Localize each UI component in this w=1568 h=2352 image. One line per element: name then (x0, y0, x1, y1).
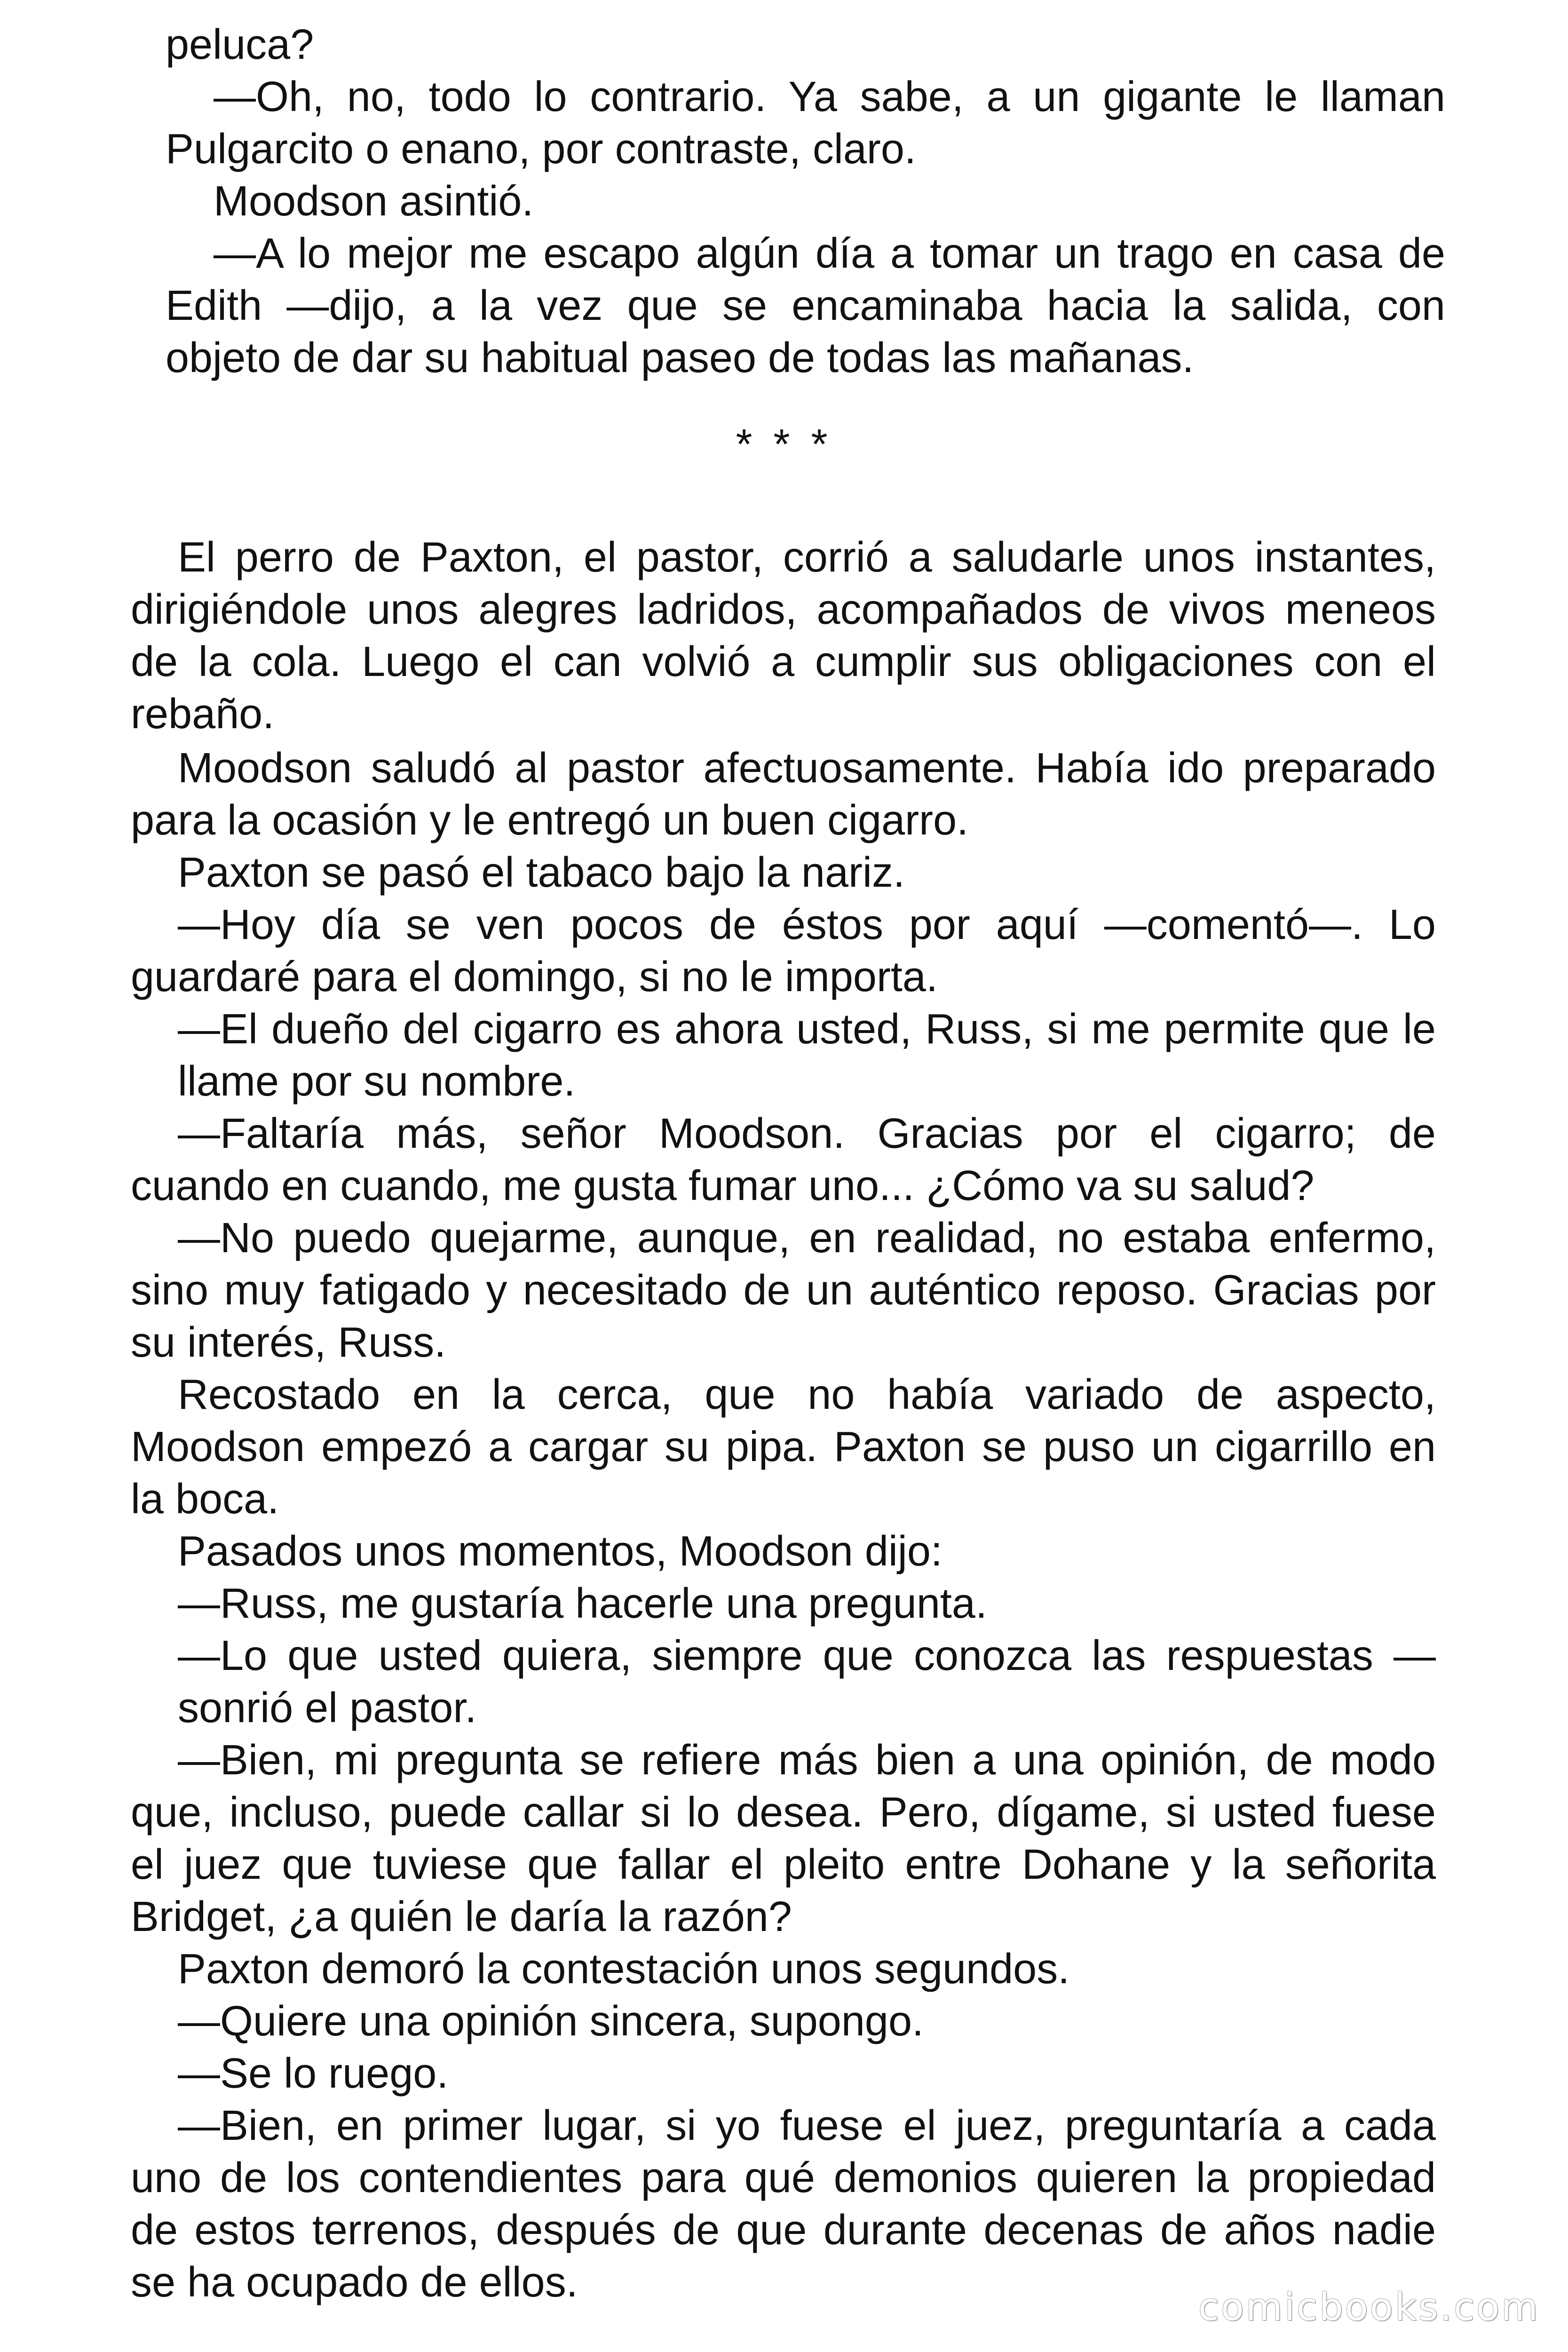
text-line: de estos terrenos, después de que durante decenas de años nadie (131, 2207, 1436, 2254)
text-line: rebaño. (131, 691, 275, 738)
paragraph (131, 742, 1436, 847)
text-line: se ha ocupado de ellos. (131, 2259, 578, 2306)
text-line: la boca. (131, 1476, 279, 1523)
paragraph (131, 1108, 1436, 1212)
text-line: —Lo que usted quiera, siempre que conozca las respuestas — (178, 1632, 1436, 1679)
text-line: sonrió el pastor. (178, 1685, 477, 1732)
text-line: uno de los contendientes para qué demonios quieren la propiedad (131, 2154, 1436, 2201)
text-line: llame por su nombre. (178, 1058, 576, 1105)
text-line: —Russ, me gustaría hacerle una pregunta. (178, 1580, 987, 1627)
text-line: cuando en cuando, me gusta fumar uno... ¿Cómo va su salud? (131, 1162, 1315, 1209)
paragraph (131, 1995, 1436, 2048)
text-line: El perro de Paxton, el pastor, corrió a saludarle unos instantes, (178, 534, 1436, 581)
paragraph (131, 1212, 1436, 1369)
paragraph (131, 1526, 1436, 1578)
paragraph (131, 532, 1436, 740)
text-line: su interés, Russ. (131, 1319, 446, 1366)
paragraph (131, 2048, 1436, 2100)
text-line: Pulgarcito o enano, por contraste, claro. (166, 126, 916, 173)
text-line: Paxton se pasó el tabaco bajo la nariz. (178, 849, 905, 896)
paragraph (131, 899, 1436, 1003)
text-line: Recostado en la cerca, que no había variado de aspecto, (178, 1371, 1436, 1418)
text-line: —Faltaría más, señor Moodson. Gracias por el cigarro; de (178, 1110, 1436, 1157)
paragraph (166, 71, 1445, 175)
text-line: —Hoy día se ven pocos de éstos por aquí —comentó—. Lo (178, 901, 1436, 948)
paragraph (131, 1003, 1436, 1108)
paragraph (166, 175, 1445, 228)
text-line: Moodson empezó a cargar su pipa. Paxton se puso un cigarrillo en (131, 1423, 1436, 1470)
text-line: sino muy fatigado y necesitado de un auténtico reposo. Gracias por (131, 1267, 1436, 1314)
text-line: dirigiéndole unos alegres ladridos, acompañados de vivos meneos (131, 586, 1436, 633)
text-line: el juez que tuviese que fallar el pleito entre Dohane y la señorita (131, 1841, 1436, 1888)
text-line: de la cola. Luego el can volvió a cumplir sus obligaciones con el (131, 638, 1436, 685)
watermark: comicbooks.com (1198, 2285, 1540, 2329)
paragraph (166, 228, 1445, 384)
text-line: objeto de dar su habitual paseo de todas las mañanas. (166, 334, 1194, 381)
paragraph (131, 2100, 1436, 2309)
text-line: —A lo mejor me escapo algún día a tomar un trago en casa de (214, 230, 1445, 277)
text-line: Bridget, ¿a quién le daría la razón? (131, 1893, 792, 1940)
paragraph (131, 1369, 1436, 1526)
text-line: Pasados unos momentos, Moodson dijo: (178, 1528, 942, 1575)
paragraph (131, 1630, 1436, 1734)
scene-separator: * * * (736, 421, 832, 468)
paragraph (131, 1943, 1436, 1995)
paragraph (131, 1578, 1436, 1630)
text-line: guardaré para el domingo, si no le importa. (131, 954, 938, 1001)
text-line: —Se lo ruego. (178, 2050, 449, 2097)
paragraph (131, 1734, 1436, 1943)
text-line: Paxton demoró la contestación unos segundos. (178, 1946, 1070, 1993)
text-line: peluca? (166, 21, 314, 68)
text-line: Moodson asintió. (214, 178, 534, 225)
text-line: —Quiere una opinión sincera, supongo. (178, 1998, 924, 2045)
text-line: —No puedo quejarme, aunque, en realidad, no estaba enfermo, (178, 1215, 1436, 1262)
text-line: Moodson saludó al pastor afectuosamente. Había ido preparado (178, 745, 1436, 792)
text-line: —Oh, no, todo lo contrario. Ya sabe, a un gigante le llaman (214, 73, 1445, 120)
text-line: para la ocasión y le entregó un buen cigarro. (131, 797, 969, 844)
text-line: que, incluso, puede callar si lo desea. Pero, dígame, si usted fuese (131, 1789, 1436, 1836)
text-line: —Bien, en primer lugar, si yo fuese el juez, preguntaría a cada (178, 2102, 1436, 2149)
text-line: Edith —dijo, a la vez que se encaminaba hacia la salida, con (166, 282, 1445, 329)
text-line: —Bien, mi pregunta se refiere más bien a una opinión, de modo (178, 1737, 1436, 1784)
paragraph (166, 19, 1445, 71)
paragraph (131, 847, 1436, 899)
text-line: —El dueño del cigarro es ahora usted, Russ, si me permite que le (178, 1006, 1436, 1053)
